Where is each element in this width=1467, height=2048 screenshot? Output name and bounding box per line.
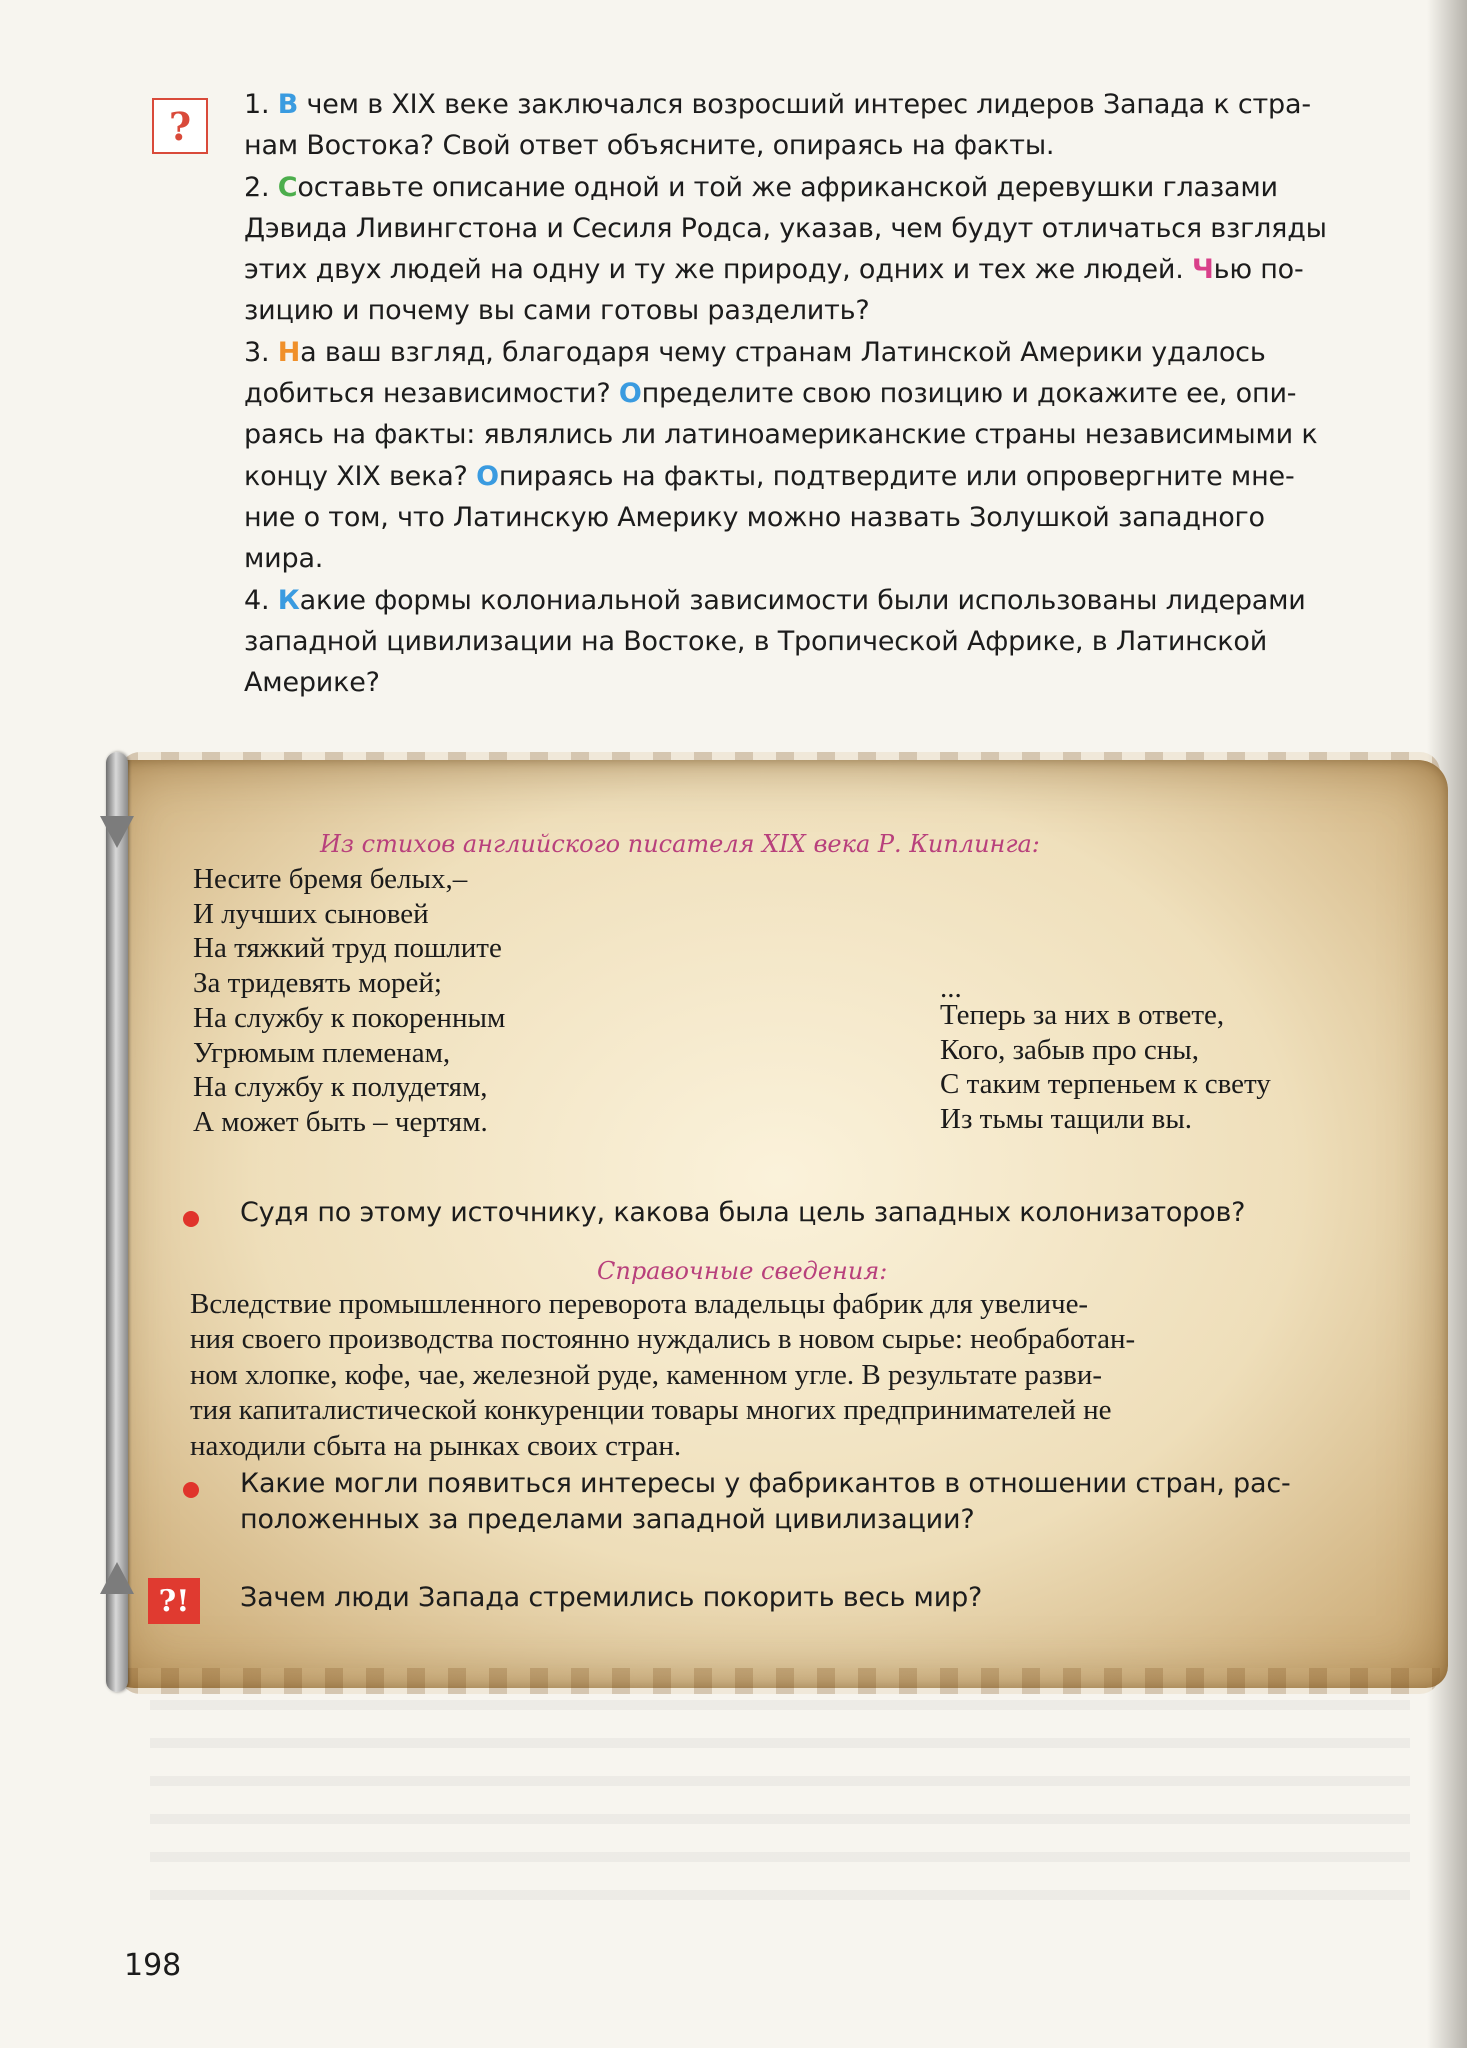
- question-4-line-2: западной цивилизации на Востоке, в Тропической Африке, в Латинской: [244, 625, 1268, 657]
- poem-line: На службу к полудетям,: [193, 1071, 488, 1104]
- poem-line: Угрюмым племенам,: [193, 1036, 451, 1069]
- reference-line: Вследствие промышленного переворота владельцы фабрик для увеличе-: [190, 1288, 1089, 1320]
- bleed-through-text: [150, 1700, 1410, 1900]
- parchment-torn-edge-bottom: [120, 1668, 1440, 1694]
- poem-heading: Из стихов английского писателя XIX века Р. Киплинга:: [320, 830, 1040, 858]
- question-2-line-4: зицию и почему вы сами готовы разделить?: [244, 295, 870, 327]
- page-number: 198: [124, 1948, 182, 1983]
- reference-line: ном хлопке, кофе, чае, железной руде, каменном угле. В результате разви-: [190, 1358, 1103, 1391]
- poem-line: Несите бремя белых,–: [193, 863, 468, 895]
- question-2-line-1: 2. Составьте описание одной и той же африканской деревушки глазами: [244, 171, 1278, 203]
- reference-line: ния своего производства постоянно нуждались в новом сырье: необработан-: [190, 1323, 1136, 1356]
- poem-line: ...: [940, 972, 962, 1004]
- reference-question-line-2: положенных за пределами западной цивилизации?: [240, 1504, 975, 1535]
- reference-line: тия капиталистической конкуренции товары многих предпринимателей не: [190, 1394, 1112, 1427]
- arrow-down-icon: [100, 816, 134, 848]
- poem-line: Теперь за них в ответе,: [940, 999, 1225, 1031]
- question-1-line-2: нам Востока? Свой ответ объясните, опираясь на факты.: [244, 130, 1055, 162]
- scroll-rod-icon: [106, 752, 128, 1692]
- question-4: [244, 580, 1424, 704]
- question-mark-icon: ?: [152, 98, 208, 154]
- reference-heading: Справочные сведения:: [597, 1257, 888, 1285]
- questions-list: [244, 84, 1424, 703]
- reference-question-line-1: Какие могли появиться интересы у фабрикантов в отношении стран, рас-: [240, 1468, 1291, 1499]
- poem-line: На службу к покоренным: [193, 1001, 506, 1034]
- question-3-line-3: раясь на факты: являлись ли латиноамериканские страны независимыми к: [244, 419, 1318, 451]
- poem-line: Из тьмы тащили вы.: [940, 1103, 1193, 1136]
- question-3-line-1: 3. На ваш взгляд, благодаря чему странам Латинской Америки удалось: [244, 336, 1266, 368]
- poem-right-column: [940, 972, 1271, 1137]
- poem-left-column: [193, 862, 505, 1140]
- bullet-icon: [183, 1211, 199, 1227]
- poem-line: С таким терпеньем к свету: [940, 1068, 1271, 1101]
- question-3-line-6: мира.: [244, 543, 324, 575]
- question-2-line-3: этих двух людей на одну и ту же природу, одних и тех же людей. Чью по-: [244, 254, 1304, 286]
- poem-line: И лучших сыновей: [193, 897, 429, 930]
- poem-line: Кого, забыв про сны,: [940, 1033, 1199, 1066]
- final-question: Зачем люди Запада стремились покорить весь мир?: [240, 1582, 983, 1613]
- reference-text: [190, 1287, 1400, 1464]
- question-3-line-4: концу XIX века? Опираясь на факты, подтвердите или опровергните мне-: [244, 460, 1295, 492]
- question-3-line-5: ние о том, что Латинскую Америку можно назвать Золушкой западного: [244, 501, 1265, 533]
- arrow-up-icon: [100, 1562, 134, 1594]
- question-1: [244, 84, 1424, 167]
- question-3: [244, 332, 1424, 580]
- question-2-line-2: Дэвида Ливингстона и Сесиля Родса, указав, чем будут отличаться взгляды: [244, 212, 1327, 244]
- question-3-line-2: добиться независимости? Определите свою позицию и докажите ее, опи-: [244, 378, 1297, 410]
- source-question: Судя по этому источнику, какова была цель западных колонизаторов?: [240, 1197, 1246, 1228]
- question-2: [244, 167, 1424, 332]
- question-4-line-3: Америке?: [244, 667, 380, 699]
- question-4-line-1: 4. Какие формы колониальной зависимости были использованы лидерами: [244, 584, 1306, 616]
- bullet-icon: [183, 1482, 199, 1498]
- reference-question: [240, 1466, 1291, 1538]
- poem-line: На тяжкий труд пошлите: [193, 932, 502, 965]
- question-1-line-1: 1. В чем в XIX веке заключался возросший интерес лидеров Запада к стра-: [244, 89, 1311, 120]
- poem-line: За тридевять морей;: [193, 967, 442, 1000]
- question-exclamation-icon: ?!: [148, 1578, 200, 1624]
- poem-line: А может быть – чертям.: [193, 1105, 488, 1138]
- reference-line: находили сбыта на рынках своих стран.: [190, 1429, 682, 1462]
